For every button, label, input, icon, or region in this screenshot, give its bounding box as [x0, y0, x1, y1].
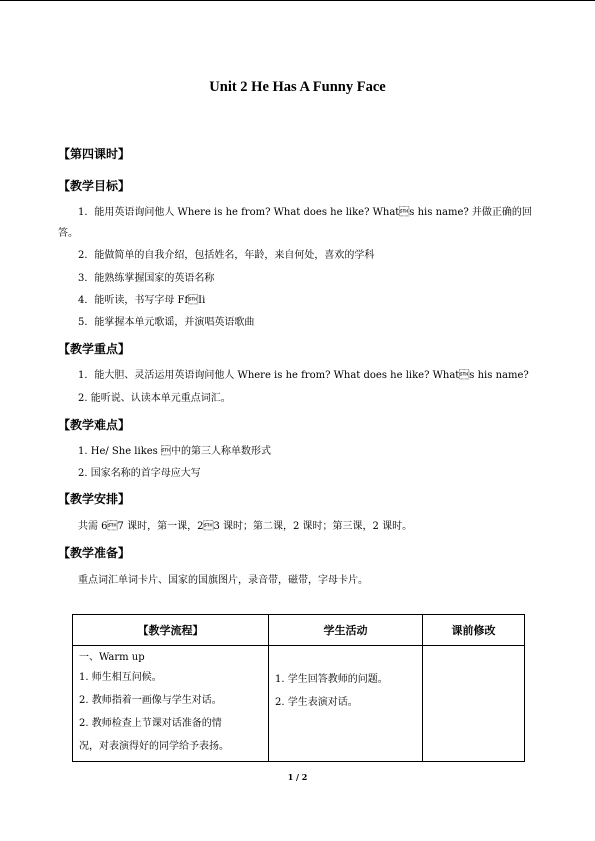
difficulties-heading: 【教学难点】: [58, 418, 131, 432]
document-title: Unit 2 He Has A Funny Face: [209, 79, 386, 95]
preparation-heading: 【教学准备】: [58, 546, 131, 560]
preparation-text: 重点词汇单词卡片、国家的国旗图片，录音带，磁带，字母卡片。: [78, 575, 368, 586]
top-rule: [0, 0, 595, 1]
revision-cell: [423, 646, 525, 762]
page-number: 1 / 2: [287, 772, 308, 782]
table-header-row: [73, 615, 525, 646]
flow-line-5: 况，对表演得好的同学给予表扬。: [79, 741, 229, 752]
flow-line-1: 一、Warm up: [79, 652, 145, 663]
activity-cell: [269, 646, 423, 762]
arrangement-text: 共需 67 课时，第一课，23 课时；第二课，2 课时；第三课，2 课时。: [78, 521, 413, 532]
header-revision: 课前修改: [423, 615, 525, 646]
difficulty-1: 1. He/ She likes 中的第三人称单数形式: [78, 446, 271, 457]
objective-2: 2．能做简单的自我介绍，包括姓名，年龄，来自何处，喜欢的学科: [78, 250, 375, 261]
key-point-1: 1．能大胆、灵活运用英语询问他人 Where is he from? What does he like? Whats his name?: [78, 370, 529, 381]
difficulty-2: 2. 国家名称的首字母应大写: [78, 468, 201, 479]
header-teaching-flow: 【教学流程】: [73, 615, 269, 646]
flow-cell: [73, 646, 269, 762]
flow-line-3: 2. 教师指着一画像与学生对话。: [79, 695, 222, 706]
header-student-activity: 学生活动: [269, 615, 423, 646]
key-point-2: 2. 能听说、认读本单元重点词汇。: [78, 393, 231, 404]
objectives-heading: 【教学目标】: [58, 179, 131, 193]
objective-4: 4．能听读，书写字母 FfIi: [78, 295, 206, 306]
teaching-flow-table: [72, 614, 525, 762]
arrangement-heading: 【教学安排】: [58, 492, 131, 506]
activity-line-2: 2. 学生表演对话。: [275, 697, 358, 708]
lesson-heading: 【第四课时】: [58, 147, 131, 161]
table-row: [73, 646, 525, 762]
key-points-heading: 【教学重点】: [58, 342, 131, 356]
objective-1: 1．能用英语询问他人 Where is he from? What does he like? Whats his name? 并做正确的回: [78, 207, 532, 218]
objective-5: 5．能掌握本单元歌谣，并演唱英语歌曲: [78, 317, 255, 328]
objective-3: 3．能熟练掌握国家的英语名称: [78, 273, 215, 284]
flow-line-4: 2. 教师检查上节课对话准备的情: [79, 718, 222, 729]
objective-1-cont: 答。: [58, 228, 78, 239]
flow-line-2: 1. 师生相互问候。: [79, 672, 162, 683]
activity-line-1: 1. 学生回答教师的问题。: [275, 674, 388, 685]
